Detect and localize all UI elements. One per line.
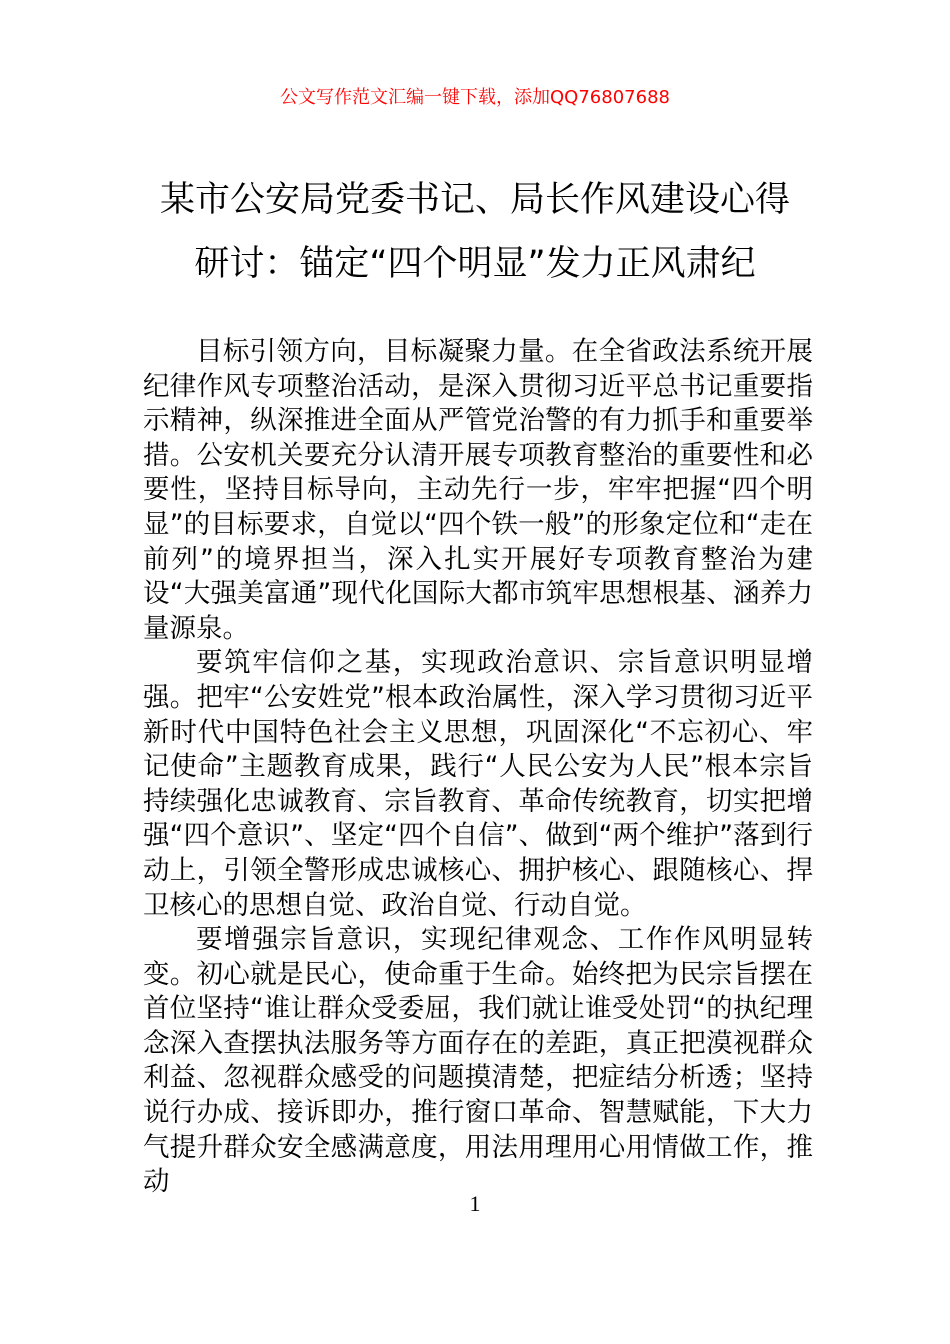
paragraph-1: 目标引领方向，目标凝聚力量。在全省政法系统开展纪律作风专项整治活动，是深入贯彻习近平总书记重要指示精神，纵深推进全面从严管党治警的有力抓手和重要举措。公安机关要充分认清开展专项教育整治的重要性和必要性，坚持目标导向，主动先行一步，牢牢把握“四个明显”的目标要求，自觉以“四个铁一般”的形象定位和“走在前列”的境界担当，深入扎实开展好专项教育整治为建设“大强美富通”现代化国际大都市筑牢思想根基、涵养力量源泉。 [143,336,813,644]
download-notice: 公文写作范文汇编一键下载，添加QQ76807688 [280,87,670,108]
title-line-1: 某市公安局党委书记、局长作风建设心得 [159,180,790,220]
paragraph-3: 要增强宗旨意识，实现纪律观念、工作作风明显转变。初心就是民心，使命重于生命。始终把为民宗旨摆在首位坚持“谁让群众受委屈，我们就让谁受处罚“的执纪理念深入查摆执法服务等方面存在的差距，真正把漠视群众利益、忽视群众感受的问题摸清楚，把症结分析透；坚持说行办成、接诉即办，推行窗口革命、智慧赋能，下大力气提升群众安全感满意度，用法用理用心用情做工作，推动 [143,924,813,1198]
document-body [143,335,813,1200]
page-number: 1 [469,1191,481,1216]
title-line-2: 研讨：锚定“四个明显”发力正风肃纪 [194,244,756,284]
document-title [100,168,850,296]
paragraph-2: 要筑牢信仰之基，实现政治意识、宗旨意识明显增强。把牢“公安姓党”根本政治属性，深入学习贯彻习近平新时代中国特色社会主义思想，巩固深化“不忘初心、牢记使命”主题教育成果，践行“人民公安为人民”根本宗旨持续强化忠诚教育、宗旨教育、革命传统教育，切实把增强“四个意识”、坚定“四个自信”、做到“两个维护”落到行动上，引领全警形成忠诚核心、拥护核心、跟随核心、捍卫核心的思想自觉、政治自觉、行动自觉。 [143,647,813,921]
